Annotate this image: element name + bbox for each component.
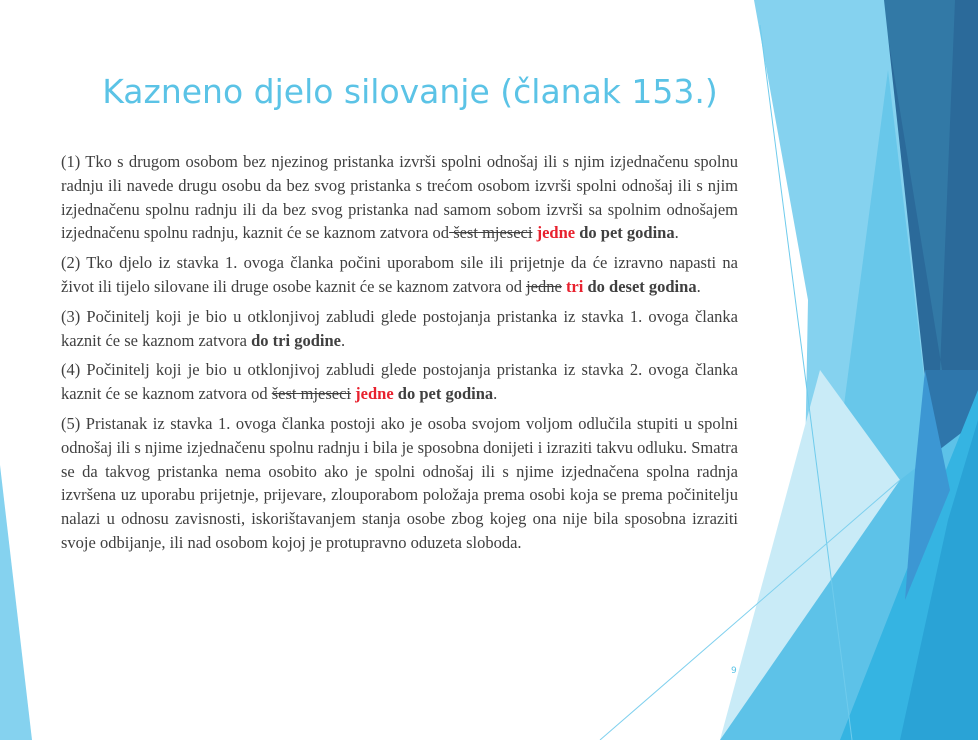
struck-text: šest mjeseci [271,384,352,404]
bold-penalty: do pet godina [575,223,675,243]
slide-title: Kazneno djelo silovanje (članak 153.) [102,72,718,111]
punctuation: . [493,384,498,404]
struck-text: šest mjeseci [449,223,533,243]
slide-page-number: 9 [731,666,737,676]
left-wedge-shape [0,465,32,740]
slide-body [61,150,738,561]
paragraph-4 [61,358,738,406]
paragraph-3 [61,305,738,353]
paragraph-5 [61,412,738,555]
highlighted-amendment: tri [561,276,584,296]
paragraph-1-text: (1) Tko s drugom osobom bez njezinog pristanka izvrši spolni odnošaj ili s njim izjednačenu spolnu radnju ili navede drugu osobu da bez svog pristanka s trećom osobom izvrši spolni odnošaj ili s njim izjednačenu spolnu radnju ili da bez svog pristanka nad samom sobom izvrši sa spolnim odnošajem izjednačenu spolnu radnju, kaznit će se kaznom zatvora od [61,152,738,243]
paragraph-3-text: (3) Počinitelj koji je bio u otklonjivoj zabludi glede postojanja pristanka iz stavka 1. ovoga članka kaznit će se kaznom zatvora [61,306,738,350]
bold-penalty: do tri godine [251,330,341,350]
paragraph-4-text: (4) Počinitelj koji je bio u otklonjivoj zabludi glede postojanja pristanka iz stavka 2. ovoga članka kaznit će se kaznom zatvora od [61,360,738,404]
punctuation: . [340,330,346,350]
bold-penalty: do pet godina [393,384,494,404]
paragraph-1 [61,150,738,245]
punctuation: . [674,223,679,243]
struck-text: jedne [526,276,562,296]
paragraph-5-text: (5) Pristanak iz stavka 1. ovoga članka postoji ako je osoba svojom voljom odlučila stupiti u spolni odnošaj ili s njime izjednačenu spolnu radnju i bila je sposobna donijeti i izraziti takvu odluku. Smatra se da takvog pristanka nema osobito ako je spolni odnošaj ili s njime izjednačena spolna radnja izvršena uz uporabu prijetnje, prijevare, zlouporabom položaja prema osobi koja se prema počinitelju nalazi u odnosu zavisnosti, iskorištavanjem stanja osobe zbog kojeg ona nije bila sposobna izraziti svoje odbijanje, ili nad osobom kojoj je protupravno oduzeta sloboda. [61,413,738,552]
paragraph-2 [61,251,738,299]
bold-penalty: do deset godina [583,276,697,296]
paragraph-2-text: (2) Tko djelo iz stavka 1. ovoga članka počini uporabom sile ili prijetnje da će izravno napasti na život ili tijelo silovane ili druge osobe kaznit će se kaznom zatvora od [61,253,738,296]
punctuation: . [696,276,701,296]
highlighted-amendment: jedne [532,223,576,243]
highlighted-amendment: jedne [351,384,394,404]
